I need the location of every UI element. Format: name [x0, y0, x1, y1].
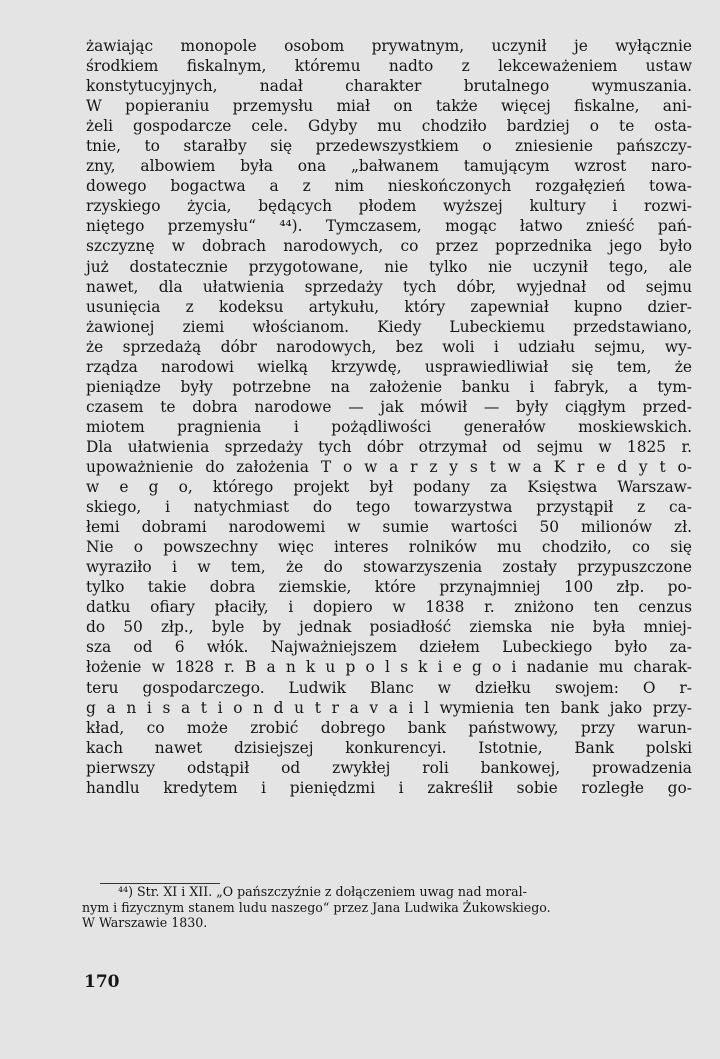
text-line: czasem te dobra narodowe — jak mówił — były ciągłym przed-	[86, 397, 692, 416]
text-line: łemi dobrami narodowemi w sumie wartości 50 milionów zł.	[86, 518, 692, 537]
text-line: już dostatecznie przygotowane, nie tylko nie uczynił tego, ale	[86, 257, 692, 276]
text-line: łożenie w 1828 r. B a n k u p o l s k i e g o i nadanie mu charak-	[86, 658, 692, 677]
text-line: żawiając monopole osobom prywatnym, uczynił je wyłącznie	[86, 37, 692, 55]
main-text-block	[86, 36, 692, 798]
text-line: pierwszy odstąpił od zwykłej roli bankowej, prowadzenia	[86, 758, 692, 777]
text-line: tnie, to starałby się przedewszystkiem o zniesienie pańszczy-	[86, 137, 692, 156]
text-line: wyraziło i w tem, że do stowarzyszenia zostały przypuszczone	[86, 558, 692, 577]
text-line: rzyskiego życia, będących płodem wyższej kultury i rozwi-	[86, 197, 692, 216]
text-line: handlu kredytem i pieniędzmi i zakreślił sobie rozległe go-	[86, 778, 692, 797]
text-line: nawet, dla ułatwienia sprzedaży tych dóbr, wyjednał od sejmu	[86, 277, 692, 296]
text-line: miotem pragnienia i pożądliwości generałów moskiewskich.	[86, 417, 692, 436]
text-line: teru gospodarczego. Ludwik Blanc w dziełku swojem: O r-	[86, 678, 692, 697]
text-line: szczyznę w dobrach narodowych, co przez poprzednika jego było	[86, 237, 692, 256]
text-line: skiego, i natychmiast do tego towarzystwa przystąpił z ca-	[86, 498, 692, 517]
text-line: do 50 złp., byle by jednak posiadłość ziemska nie była mniej-	[86, 618, 692, 637]
text-line: sza od 6 włók. Najważniejszem dziełem Lubeckiego było za-	[86, 638, 692, 657]
footnote-line: W Warszawie 1830.	[82, 915, 208, 930]
text-line: usunięcia z kodeksu artykułu, który zapewniał kupno dzier-	[86, 297, 692, 316]
text-line: pieniądze były potrzebne na założenie banku i fabryk, a tym-	[86, 377, 692, 396]
text-line: żawionej ziemi włościanom. Kiedy Lubeckiemu przedstawiano,	[86, 317, 692, 336]
text-line: g a n i s a t i o n d u t r a v a i l wymienia ten bank jako przy-	[86, 698, 692, 717]
text-line: dowego bogactwa a z nim nieskończonych rozgałęzień towa-	[86, 177, 692, 196]
text-line: kach nawet dzisiejszej konkurencyi. Istotnie, Bank polski	[86, 738, 692, 757]
text-line: żeli gospodarcze cele. Gdyby mu chodziło bardziej o te osta-	[86, 117, 692, 136]
text-line: w e g o, którego projekt był podany za Księstwa Warszaw-	[86, 478, 692, 497]
text-line: środkiem fiskalnym, któremu nadto z lekceważeniem ustaw	[86, 57, 692, 76]
text-line: tylko takie dobra ziemskie, które przynajmniej 100 złp. po-	[86, 578, 692, 597]
page-number: 170	[84, 972, 120, 992]
text-line: zny, albowiem była ona „bałwanem tamującym wzrost naro-	[86, 157, 692, 176]
text-line: datku ofiary płaciły, i dopiero w 1838 r. zniżono ten cenzus	[86, 598, 692, 617]
text-line: rządza narodowi wielką krzywdę, usprawiedliwiał się tem, że	[86, 357, 692, 376]
footnote-line: nym i fizycznym stanem ludu naszego“ przez Jana Ludwika Żukowskiego.	[82, 899, 551, 915]
text-line: Dla ułatwienia sprzedaży tych dóbr otrzymał od sejmu w 1825 r.	[86, 437, 692, 456]
text-line: niętego przemysłu“ ⁴⁴). Tymczasem, mogąc łatwo znieść pań-	[86, 217, 692, 236]
text-line: Nie o powszechny więc interes rolników mu chodziło, co się	[86, 538, 692, 557]
text-line: że sprzedażą dóbr narodowych, bez woli i udziału sejmu, wy-	[86, 337, 692, 356]
footnote	[82, 884, 690, 931]
text-line: konstytucyjnych, nadał charakter brutalnego wymuszania.	[86, 77, 692, 96]
text-line: W popieraniu przemysłu miał on także więcej fiskalne, ani-	[86, 97, 692, 116]
text-line: kład, co może zrobić dobrego bank państwowy, przy warun-	[86, 718, 692, 737]
footnote-line: ⁴⁴) Str. XI i XII. „O pańszczyźnie z dołączeniem uwag nad moral-	[118, 884, 527, 899]
text-line: upoważnienie do założenia T o w a r z y s t w a K r e d y t o-	[86, 457, 692, 476]
